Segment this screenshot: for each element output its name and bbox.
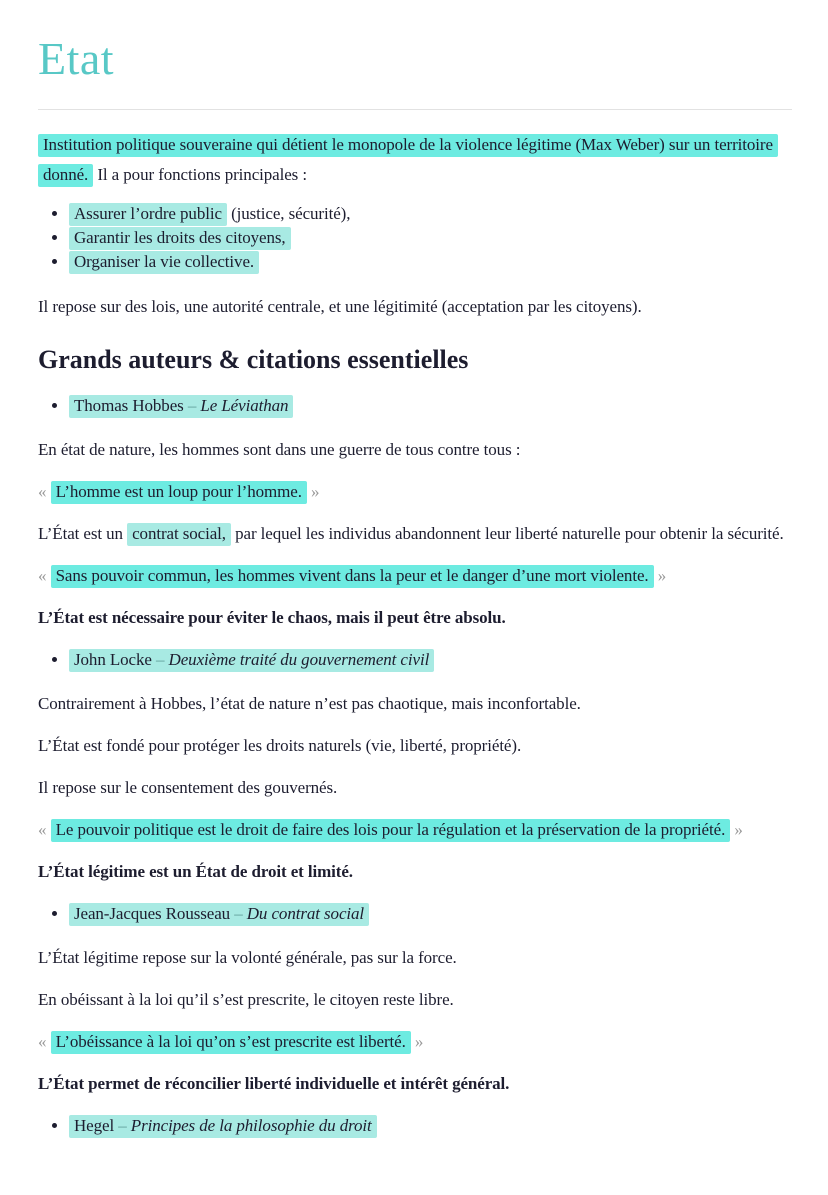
author-highlight [69,649,434,672]
author-list-rousseau [38,899,792,929]
quote-highlight: Le pouvoir politique est le droit de faire des lois pour la régulation et la préservation de la propriété. [51,819,731,842]
functions-list [38,202,792,274]
quote-close-mark: » [734,819,743,839]
work-title: Du contrat social [246,903,365,923]
function-item [69,226,792,250]
quote-highlight: Sans pouvoir commun, les hommes vivent dans la peur et le danger d’une mort violente. [51,565,654,588]
rousseau-conclusion: L’État permet de réconcilier liberté individuelle et intérêt général. [38,1073,510,1093]
author-separator: – [151,649,169,669]
hobbes-nature-paragraph: En état de nature, les hommes sont dans une guerre de tous contre tous : [38,439,521,459]
quote-obedience [38,1027,792,1057]
function-highlight: Garantir les droits des citoyens, [69,227,291,250]
paragraph-text: par lequel les individus abandonnent leur liberté naturelle pour obtenir la sécurité. [230,523,784,543]
state-basis-paragraph: Il repose sur des lois, une autorité centrale, et une légitimité (acceptation par les citoyens). [38,296,642,316]
locke-conclusion: L’État légitime est un État de droit et limité. [38,861,353,881]
intro-highlight: Institution politique souveraine qui détient le monopole de la violence légitime (Max Weber) sur un territoire donné. [38,134,778,187]
author-highlight [69,903,369,926]
author-list-hobbes [38,391,792,421]
title-divider [38,109,792,110]
section-heading: Grands auteurs & citations essentielles [38,344,469,374]
author-separator: – [183,395,201,415]
author-name: Thomas Hobbes [74,395,184,415]
rousseau-will-paragraph: L’État légitime repose sur la volonté générale, pas sur la force. [38,947,457,967]
author-highlight [69,395,293,418]
author-separator: – [230,903,247,923]
quote-open-mark: « [38,819,47,839]
contrat-social-paragraph [38,519,792,549]
quote-highlight: L’homme est un loup pour l’homme. [51,481,307,504]
quote-open-mark: « [38,1031,47,1051]
function-item [69,250,792,274]
author-highlight [69,1115,377,1138]
function-highlight: Organiser la vie collective. [69,251,259,274]
locke-rights-paragraph: L’État est fondé pour protéger les droits naturels (vie, liberté, propriété). [38,735,522,755]
intro-paragraph [38,130,792,190]
author-list-locke [38,645,792,675]
function-highlight: Assurer l’ordre public [69,203,227,226]
author-item [69,899,792,929]
author-item [69,391,792,421]
hobbes-conclusion: L’État est nécessaire pour éviter le chaos, mais il peut être absolu. [38,607,506,627]
intro-text: Il a pour fonctions principales : [93,164,307,184]
quote-close-mark: » [414,1031,424,1051]
quote-close-mark: » [311,481,320,501]
page-title: Etat [38,33,115,84]
rousseau-obedience-paragraph: En obéissant à la loi qu’il s’est prescrite, le citoyen reste libre. [38,989,454,1009]
author-separator: – [114,1115,131,1135]
author-name: John Locke [74,649,152,669]
quote-close-mark: » [657,565,667,585]
quote-highlight: L’obéissance à la loi qu’on s’est prescrite est liberté. [51,1031,411,1054]
author-item [69,1111,792,1141]
author-list-hegel [38,1111,792,1141]
quote-wolf [38,477,792,507]
quote-fear [38,561,792,591]
quote-open-mark: « [38,565,47,585]
term-highlight: contrat social, [127,523,231,546]
locke-consent-paragraph: Il repose sur le consentement des gouvernés. [38,777,338,797]
work-title: Le Léviathan [200,395,289,415]
work-title: Principes de la philosophie du droit [130,1115,372,1135]
locke-nature-paragraph: Contrairement à Hobbes, l’état de nature n’est pas chaotique, mais inconfortable. [38,693,581,713]
quote-political-power [38,815,792,845]
work-title: Deuxième traité du gouvernement civil [168,649,430,669]
quote-open-mark: « [38,481,47,501]
author-item [69,645,792,675]
paragraph-text: L’État est un [38,523,128,543]
author-name: Hegel [74,1115,115,1135]
author-name: Jean-Jacques Rousseau [74,903,231,923]
function-item [69,202,792,226]
function-text: (justice, sécurité), [226,203,351,223]
